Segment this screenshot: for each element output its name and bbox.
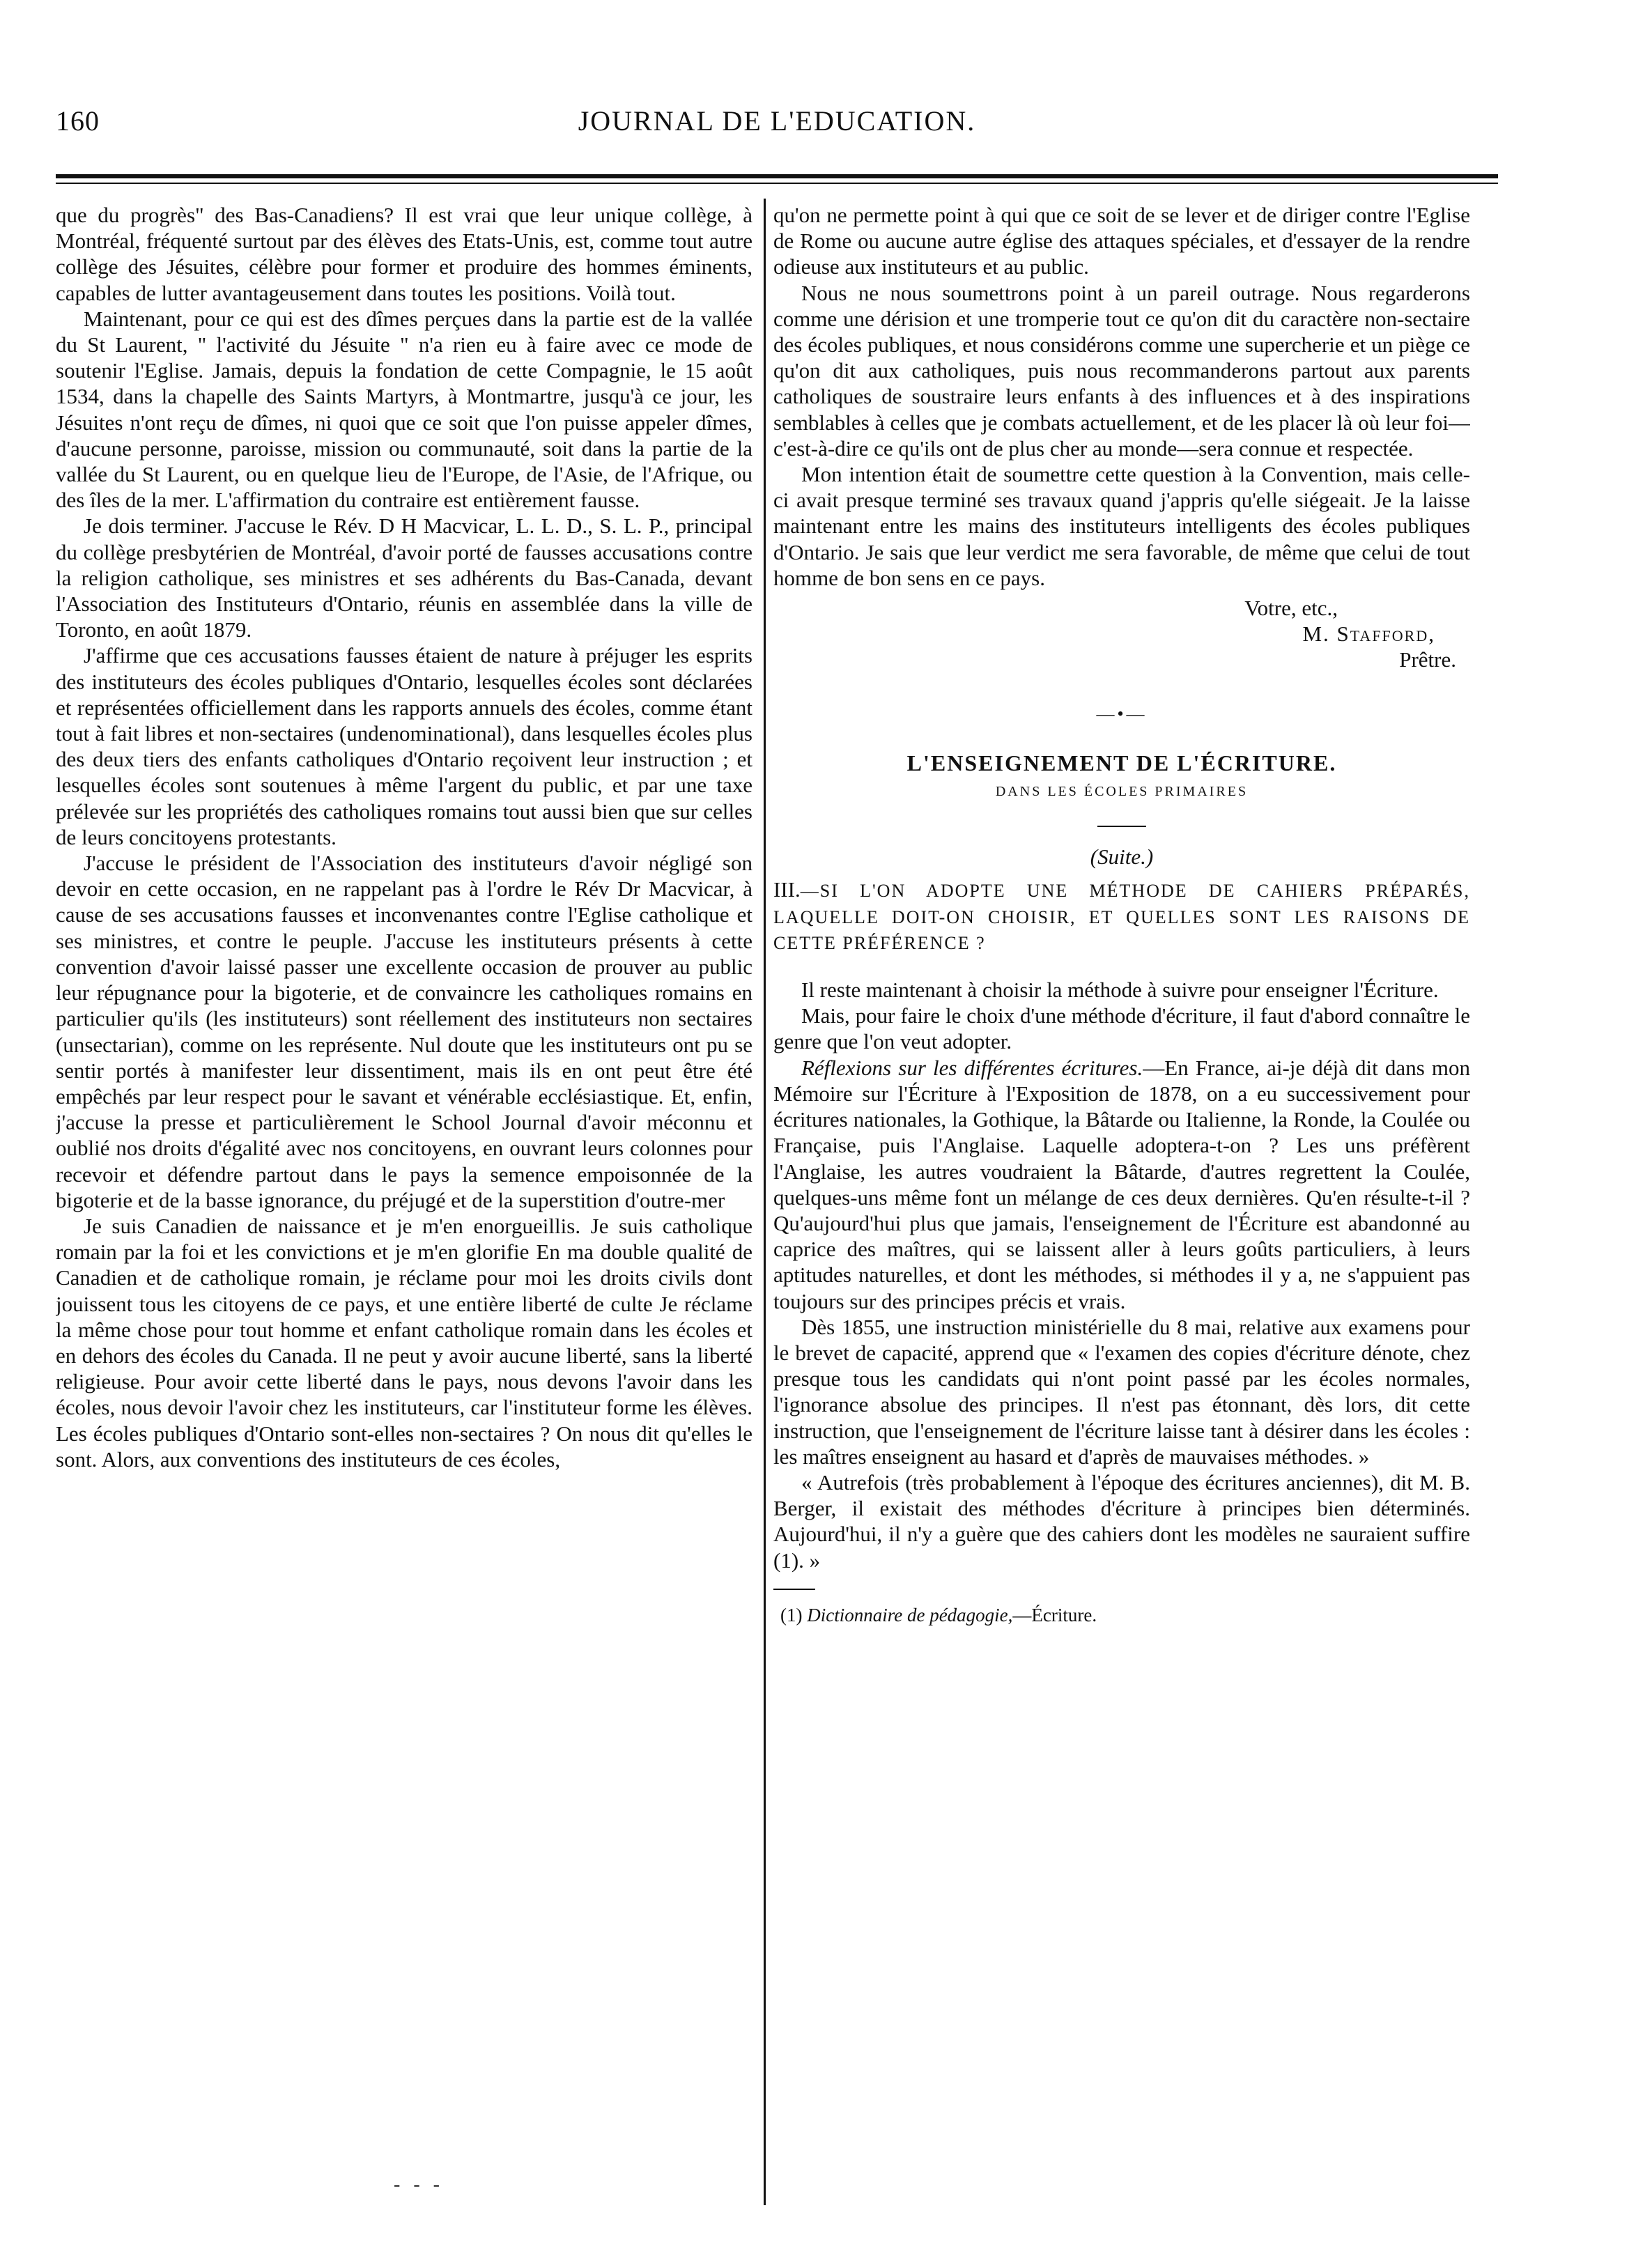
column-divider	[764, 199, 766, 2205]
paragraph: Il reste maintenant à choisir la méthode à suivre pour enseigner l'Écriture.	[801, 978, 1439, 1003]
paragraph: « Autrefois (très probablement à l'époque des écritures anciennes), dit M. B. Berger, il existait des méthodes d'écriture à principes bien déterminés. Aujourd'hui, il n'y a guère que des cahiers dont les modèles ne sauraient suffire (1). »	[773, 1469, 1470, 1573]
paragraph: Mais, pour faire le choix d'une méthode d'écriture, il faut d'abord connaître le genre que l'on veut adopter.	[773, 1003, 1470, 1054]
article-subtitle: DANS LES ÉCOLES PRIMAIRES	[995, 784, 1249, 800]
suite-label: (Suite.)	[1090, 844, 1154, 870]
footnote-ref: (1)	[780, 1604, 803, 1626]
paragraph: J'affirme que ces accusations fausses étaient de nature à préjuger les esprits des instituteurs des écoles publiques d'Ontario, lesquelles écoles sont déclarées et représentées officiellement dans les rapports annuels des écoles, comme étant tout à fait libres et non-sectaires (undenominational), dans lesquelles écoles plus des deux tiers des enfants catholiques d'Ontario reçoivent leur instruction ; et lesquelles écoles sont soutenues à même l'argent du public, et par une taxe prélevée sur les propriétés des catholiques romains tout aussi bien que sur celles de leurs concitoyens protestants.	[56, 643, 752, 849]
footnote	[773, 1603, 1470, 1628]
signature: M. Stafford,	[1302, 621, 1435, 647]
section-question-text: —SI L'ON ADOPTE UNE MÉTHODE DE CAHIERS PRÉPARÉS, LAQUELLE DOIT-ON CHOISIR, ET QUELLES SONT LES RAISONS DE CETTE PRÉFÉRENCE ?	[773, 881, 1470, 953]
section-question-number: III.	[773, 877, 801, 902]
paragraph: Dès 1855, une instruction ministérielle du 8 mai, relative aux examens pour le brevet de capacité, apprend que « l'examen des copies d'écriture dénote, chez presque tous les candidats qui n'ont point passé par les écoles normales, l'ignorance absolue des principes. Il n'est pas étonnant, dès lors, dit cette instruction, que l'enseignement de l'écriture laisse tant à désirer dans les écoles : les maîtres enseignent au hasard et d'après de mauvaises méthodes. »	[773, 1314, 1470, 1469]
page-header	[56, 105, 1498, 146]
paragraph: Nous ne nous soumettrons point à un pareil outrage. Nous regarderons comme une dérision et une tromperie tout ce qu'on dit du caractère non-sectaire des écoles publiques, et nous considérons comme une supercherie et un piège ce qu'on dit aux catholiques, puis nous recommanderons partout aux parents catholiques de soustraire leurs enfants à des influences et à des inspirations semblables à celles que je combats actuellement, et de les placer là où leur foi—c'est-à-dire ce qu'ils ont de plus cher au monde—sera connue et respectée.	[773, 280, 1470, 461]
left-column	[56, 202, 752, 2195]
title-rule	[1097, 826, 1146, 827]
paragraph: Je suis Canadien de naissance et je m'en enorgueillis. Je suis catholique romain par la foi et les convictions et je m'en glorifie En ma double qualité de Canadien et de catholique romain, je réclame pour moi les droits civils dont jouissent tous les citoyens de ce pays, et une entière liberté de culte Je réclame la même chose pour tout homme et enfant catholique romain dans les écoles et en dehors des écoles du Canada. Il ne peut y avoir aucune liberté, sans la liberté religieuse. Pour avoir cette liberté dans le pays, nous devons l'avoir dans les écoles, nous devoir l'avoir chez les instituteurs, car l'instituteur forme les élèves. Les écoles publiques d'Ontario sont-elles non-sectaires ? On nous dit qu'elles le sont. Alors, aux conventions des instituteurs de ces écoles,	[56, 1213, 752, 1472]
reflexions-heading: Réflexions sur les différentes écritures.	[801, 1055, 1143, 1080]
section-question	[773, 877, 1470, 956]
paragraph-reflexions	[773, 1055, 1470, 1314]
paragraph: Mon intention était de soumettre cette question à la Convention, mais celle-ci avait presque terminé ses travaux quand j'appris qu'elle siégeait. Je la laisse maintenant entre les mains des instituteurs intelligents des écoles publiques d'Ontario. Je sais que leur verdict me sera favorable, de même que celui de tout homme de bon sens en ce pays.	[773, 462, 1470, 590]
section-ornament: —•—	[1096, 703, 1148, 724]
bottom-mark: - - -	[394, 2174, 444, 2195]
paragraph: qu'on ne permette point à qui que ce soit de se lever et de diriger contre l'Eglise de Rome ou aucune autre église des attaques spéciales, et d'essayer de la rendre odieuse aux instituteurs et au public.	[773, 203, 1470, 279]
page-number: 160	[56, 105, 100, 137]
paragraph: que du progrès" des Bas-Canadiens? Il est vrai que leur unique collège, à Montréal, fréquenté surtout par des élèves des Etats-Unis, est, comme tout autre collège des Jésuites, célèbre pour former et produire des hommes éminents, capables de lutter avantageusement dans toutes les positions. Voilà tout.	[56, 203, 752, 305]
paragraph: Je dois terminer. J'accuse le Rév. D H Macvicar, L. L. D., S. L. P., principal du collège presbytérien de Montréal, d'avoir porté de fausses accusations contre la religion catholique, ses ministres et ses adhérents du Bas-Canada, devant l'Association des Instituteurs d'Ontario, réunis en assemblée dans la ville de Toronto, en août 1879.	[56, 514, 752, 642]
paragraph: Maintenant, pour ce qui est des dîmes perçues dans la partie est de la vallée du St Laurent, " l'activité du Jésuite " n'a rien eu à faire avec ce mode de soutenir l'Eglise. Jamais, depuis la fondation de cette Compagnie, le 15 août 1534, dans la chapelle des Saints Martyrs, à Montmartre, jusqu'à ce jour, les Jésuites n'ont reçu de dîmes, ni quoi que ce soit que l'on puisse appeler dîmes, d'aucune personne, paroisse, mission ou communauté, soit dans la partie de la vallée du St Laurent, ou en quelque lieu de l'Europe, de l'Asie, de l'Afrique, ou des îles de la mer. L'affirmation du contraire est entièrement fausse.	[56, 306, 752, 513]
footnote-title: Dictionnaire de pédagogie,	[807, 1604, 1013, 1626]
signature-role: Prêtre.	[1399, 647, 1456, 672]
right-column	[773, 202, 1470, 2195]
reflexions-text: —En France, ai-je déjà dit dans mon Mémoire sur l'Écriture à l'Exposition de 1878, on a eu successivement pour écritures nationales, la Gothique, la Bâtarde ou Italienne, la Ronde, la Coulée ou Française, puis l'Anglaise. Laquelle adoptera-t-on ? Les uns préfèrent l'Anglaise, les autres voudraient la Bâtarde, d'autres regrettent la Coulée, quelques-uns même font un mélange de ces deux dernières. Qu'en résulte-t-il ? Qu'aujourd'hui plus que jamais, l'enseignement de l'Écriture est abandonné au caprice des maîtres, qui se laissent aller à leurs goûts particuliers, à leurs aptitudes naturelles, et dont les méthodes, si méthodes il y a, ne s'appuient pas toujours sur des principes précis et vrais.	[773, 1055, 1470, 1313]
footnote-rule	[773, 1589, 815, 1590]
valediction: Votre, etc.,	[1244, 596, 1338, 621]
footnote-text: —Écriture.	[1012, 1604, 1097, 1626]
paragraph: J'accuse le président de l'Association des instituteurs d'avoir négligé son devoir en cette occasion, en ne rappelant pas à l'ordre le Rév Dr Macvicar, à cause de ses accusations fausses et inconvenantes contre l'Eglise catholique et ses ministres, et contre le peuple. J'accuse les instituteurs présents à cette convention d'avoir laissé passer une excellente occasion de prouver au public leur répugnance pour la bigoterie, et de convaincre les catholiques romains en particulier qu'ils (les instituteurs) sont réellement des instituteurs non sectaires (unsectarian), comme on les représente. Nul doute que les instituteurs ont pu se sentir portés à manifester leur dissentiment, mais ils en ont peut être été empêchés par leur respect pour le savant et vénérable ecclésiastique. Et, enfin, j'accuse la presse et particulièrement le School Journal d'avoir méconnu et oublié nos droits d'égalité avec nos concitoyens, en ouvrant leurs colonnes pour recevoir et défendre partout dans le pays la semence empoisonnée de la bigoterie et de la basse ignorance, du préjugé et de la superstition d'outre-mer	[56, 851, 752, 1212]
running-title: JOURNAL DE L'EDUCATION.	[578, 105, 976, 137]
header-rule	[56, 174, 1498, 178]
article-title: L'ENSEIGNEMENT DE L'ÉCRITURE.	[906, 750, 1337, 775]
header-rule-thin	[56, 183, 1498, 184]
